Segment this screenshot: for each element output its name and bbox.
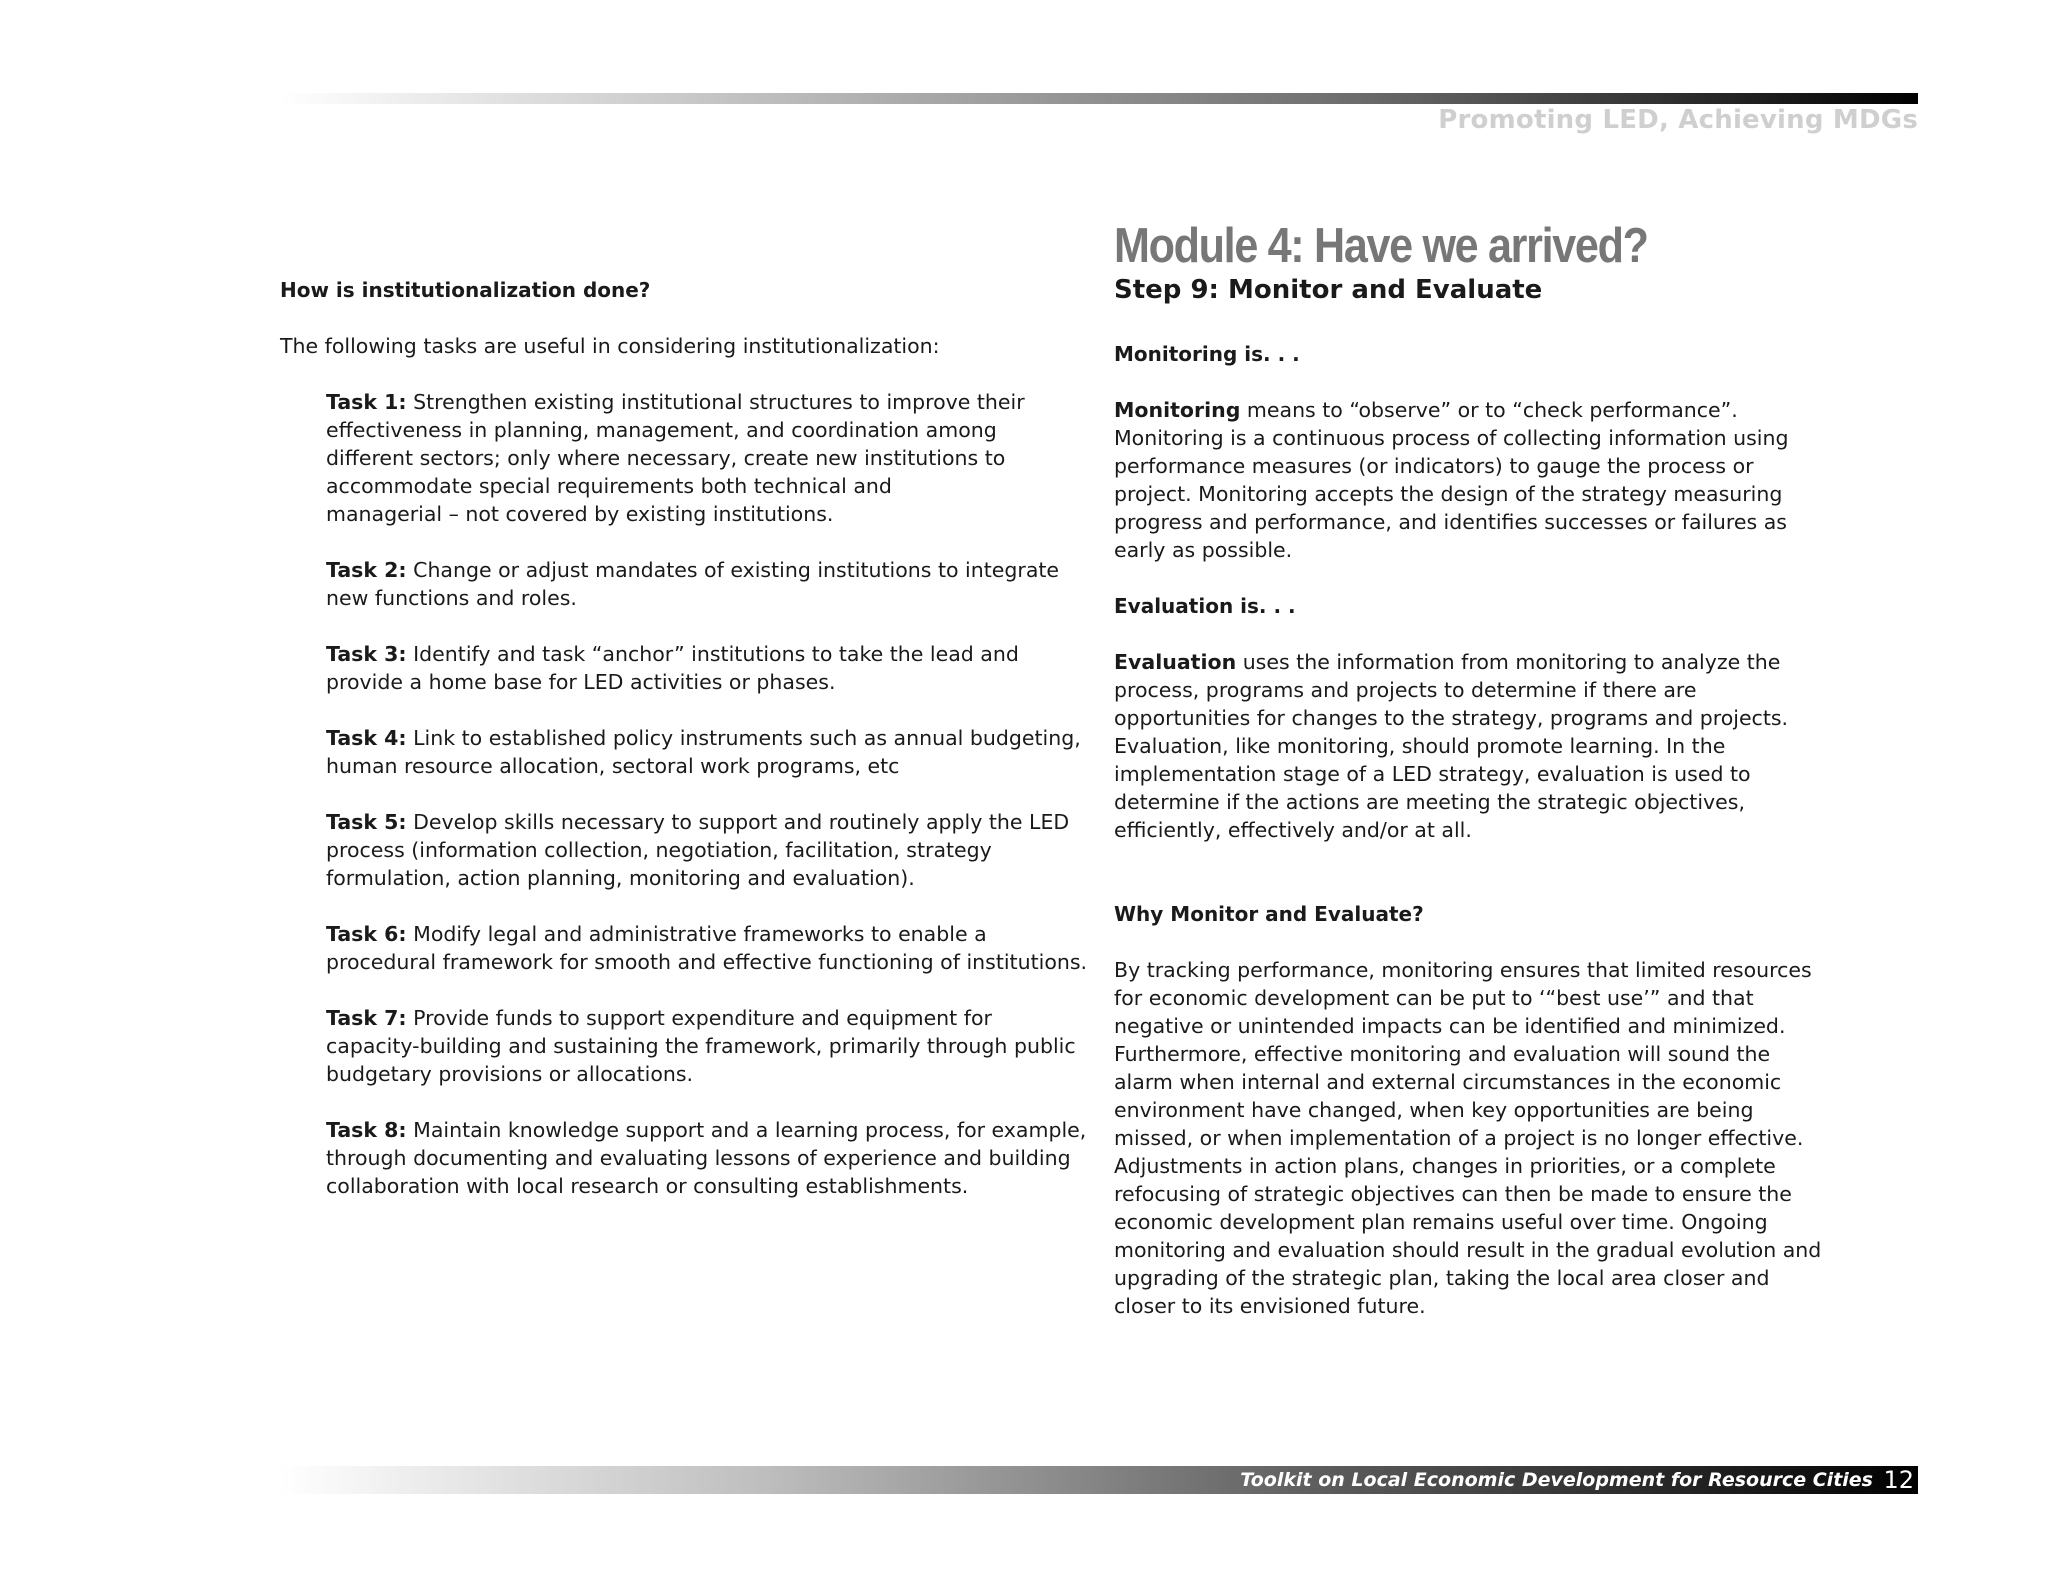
right-column: [1114, 218, 1834, 1348]
task-label: Task 1:: [326, 390, 407, 414]
header-rule: [280, 93, 1918, 104]
left-column: [280, 276, 1090, 1228]
why-paragraph: By tracking performance, monitoring ensures that limited resources for economic development can be put to ‘“best use’” and that negative or unintended impacts can be identified and minimized. Furthermore, effective monitoring and evaluation will sound the alarm when internal and external circumstances in the economic environment have changed, when key opportunities are being missed, or when implementation of a project is no longer effective. Adjustments in action plans, changes in priorities, or a complete refocusing of strategic objectives can then be made to ensure the economic development plan remains useful over time. Ongoing monitoring and evaluation should result in the gradual evolution and upgrading of the strategic plan, taking the local area closer and closer to its envisioned future.: [1114, 958, 1822, 1318]
task-8: [326, 1116, 1090, 1200]
task-4: [326, 724, 1090, 780]
footer-title: Toolkit on Local Economic Development for Resource Cities: [1240, 1469, 1873, 1491]
task-text: Change or adjust mandates of existing institutions to integrate new functions and roles.: [326, 558, 1060, 610]
monitoring-paragraph: [1114, 396, 1834, 564]
task-label: Task 8:: [326, 1118, 407, 1142]
task-3: [326, 640, 1090, 696]
task-2: [326, 556, 1090, 612]
module-title: Module 4: Have we arrived?: [1114, 219, 1648, 273]
task-1: [326, 388, 1090, 528]
monitoring-text: means to “observe” or to “check performance”. Monitoring is a continuous process of collecting information using performance measures (or indicators) to gauge the process or project. Monitoring accepts the design of the strategy measuring progress and performance, and identifies successes or failures as early as possible.: [1114, 398, 1789, 562]
task-label: Task 4:: [326, 726, 407, 750]
monitoring-term: Monitoring: [1114, 398, 1241, 422]
page-number: 12: [1883, 1466, 1914, 1494]
task-6: [326, 920, 1090, 976]
task-text: Maintain knowledge support and a learning process, for example, through documenting and evaluating lessons of experience and building collaboration with local research or consulting establishments.: [326, 1118, 1087, 1198]
task-7: [326, 1004, 1090, 1088]
evaluation-term: Evaluation: [1114, 650, 1237, 674]
section-heading: How is institutionalization done?: [280, 278, 651, 302]
footer-bar: [280, 1466, 1918, 1494]
running-header: Promoting LED, Achieving MDGs: [1438, 105, 1918, 135]
monitoring-heading: Monitoring is. . .: [1114, 342, 1300, 366]
evaluation-heading: Evaluation is. . .: [1114, 594, 1296, 618]
task-text: Develop skills necessary to support and routinely apply the LED process (information collection, negotiation, facilitation, strategy formulation, action planning, monitoring and evaluation).: [326, 810, 1070, 890]
task-label: Task 6:: [326, 922, 407, 946]
task-text: Modify legal and administrative frameworks to enable a procedural framework for smooth and effective functioning of institutions.: [326, 922, 1088, 974]
task-text: Strengthen existing institutional structures to improve their effectiveness in planning, management, and coordination among different sectors; only where necessary, create new institutions to accommodate special requirements both technical and: [326, 390, 1025, 498]
intro-paragraph: The following tasks are useful in considering institutionalization:: [280, 334, 940, 358]
task-text: Provide funds to support expenditure and equipment for capacity-building and sustaining the framework, primarily through public budgetary provisions or allocations.: [326, 1006, 1076, 1086]
task-5: [326, 808, 1090, 892]
task-label: Task 7:: [326, 1006, 407, 1030]
task-text: Identify and task “anchor” institutions to take the lead and provide a home base for LED activities or phases.: [326, 642, 1019, 694]
task-label: Task 5:: [326, 810, 407, 834]
task-label: Task 2:: [326, 558, 407, 582]
evaluation-text: uses the information from monitoring to analyze the process, programs and projects to determine if there are opportunities for changes to the strategy, programs and projects. Evaluation, like monitoring, should promote learning. In the implementation stage of a LED strategy, evaluation is used to determine if the actions are meeting the strategic objectives, efficiently, effectively and/or at all.: [1114, 650, 1789, 842]
task-label: Task 3:: [326, 642, 407, 666]
task-text: Link to established policy instruments such as annual budgeting, human resource allocation, sectoral work programs, etc: [326, 726, 1081, 778]
step-title: Step 9: Monitor and Evaluate: [1114, 275, 1543, 305]
evaluation-paragraph: [1114, 648, 1834, 844]
task-text-continued: managerial – not covered by existing institutions.: [326, 502, 834, 526]
why-heading: Why Monitor and Evaluate?: [1114, 902, 1424, 926]
